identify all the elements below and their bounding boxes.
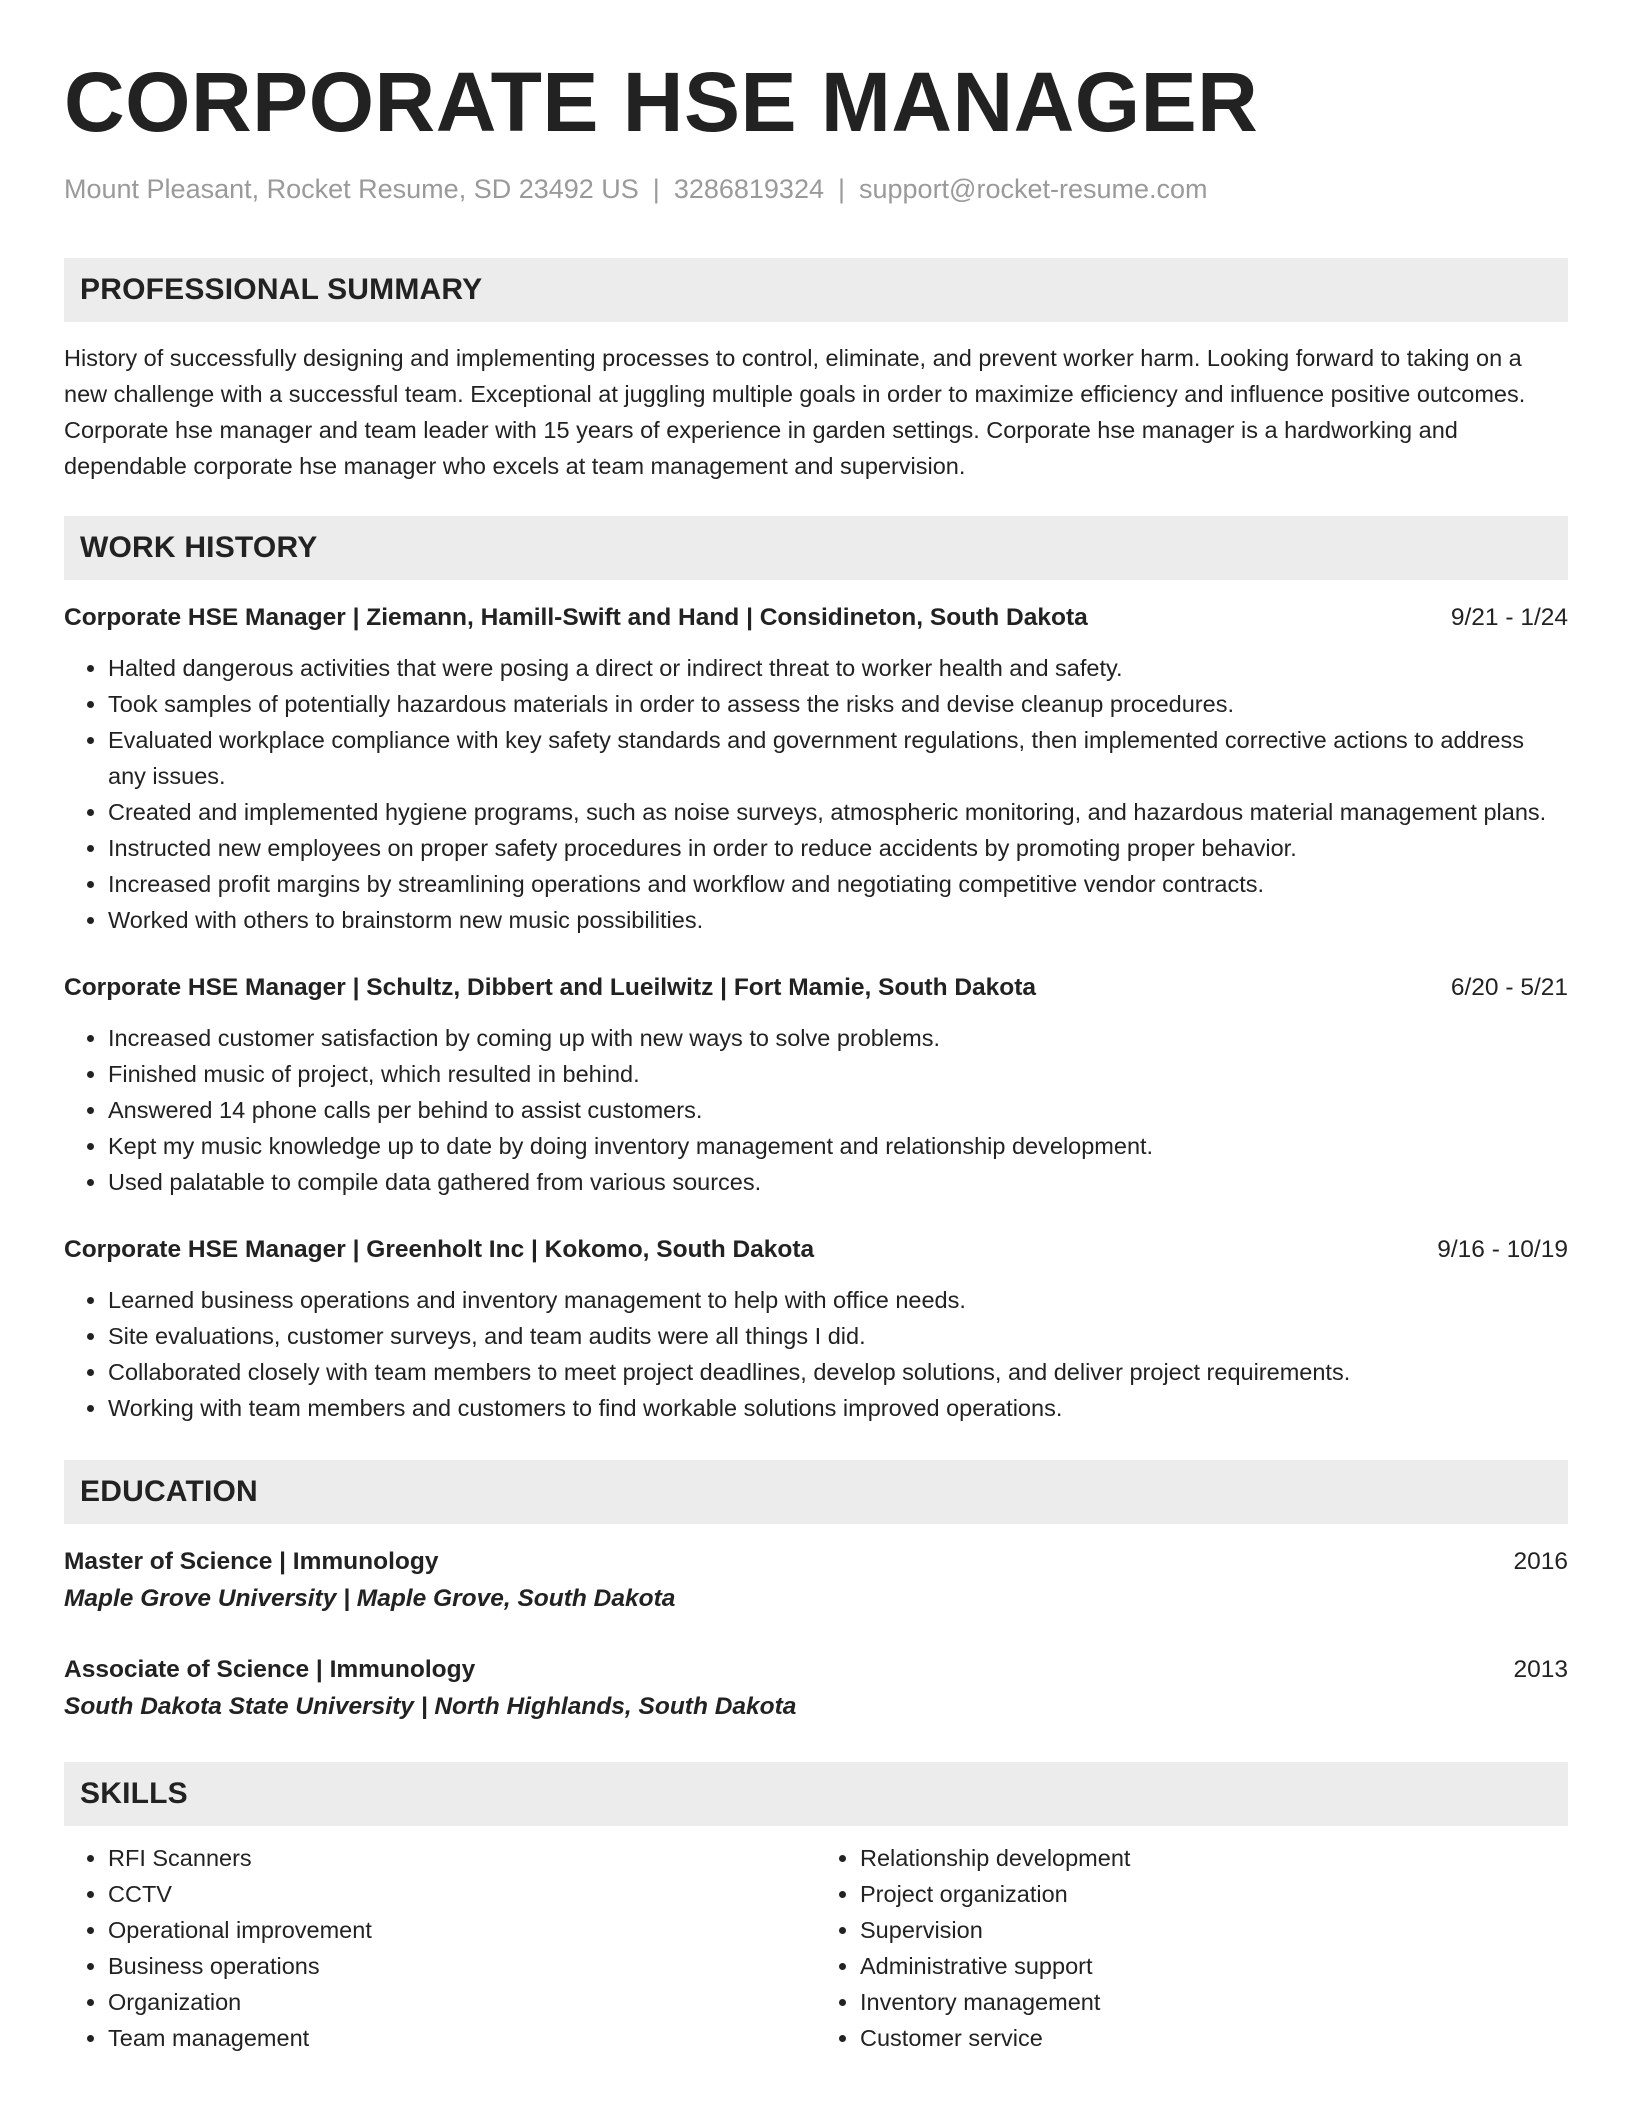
candidate-name: CORPORATE HSE MANAGER	[64, 55, 1259, 149]
job-header	[64, 1232, 1568, 1268]
skills-column-left	[64, 1840, 816, 2056]
list-item: • Used palatable to compile data gathered from various sources.	[108, 1164, 1568, 1200]
section-heading: EDUCATION	[64, 1460, 1568, 1524]
job-dates: 9/21 - 1/24	[1450, 604, 1568, 631]
list-item: • Answered 14 phone calls per behind to assist customers.	[108, 1092, 1568, 1128]
list-item: • Evaluated workplace compliance with key safety standards and government regulations, then implemented corrective actions to address any issues.	[108, 722, 1568, 794]
contact-email: support@rocket-resume.com	[859, 174, 1208, 204]
list-item: • Kept my music knowledge up to date by doing inventory management and relationship development.	[108, 1128, 1568, 1164]
school: South Dakota State University | North Highlands, South Dakota	[64, 1693, 797, 1720]
job-header	[64, 970, 1568, 1006]
job-dates: 9/16 - 10/19	[1437, 1236, 1568, 1263]
education-section	[64, 1460, 1568, 1726]
job-title: Corporate HSE Manager | Schultz, Dibbert and Lueilwitz | Fort Mamie, South Dakota	[64, 974, 1037, 1001]
education-entry	[64, 1652, 1568, 1726]
list-item: • CCTV	[108, 1876, 816, 1912]
list-item: • Organization	[108, 1984, 816, 2020]
list-item: • RFI Scanners	[108, 1840, 816, 1876]
job-dates: 6/20 - 5/21	[1450, 974, 1568, 1001]
list-item: • Supervision	[860, 1912, 1568, 1948]
skills-column-right	[816, 1840, 1568, 2056]
list-item: • Project organization	[860, 1876, 1568, 1912]
contact-separator: |	[837, 174, 845, 204]
job-entry	[64, 970, 1568, 1200]
graduation-year: 2013	[1513, 1656, 1568, 1683]
summary-text: History of successfully designing and implementing processes to control, eliminate, and prevent worker harm. Looking forward to taking on a new challenge with a successful team. Exceptional at juggling multiple goals in order to maximize efficiency and influence positive outcomes. Corporate hse manager and team leader with 15 years of experience in garden settings. Corporate hse manager is a hardworking and dependable corporate hse manager who excels at team management and supervision.	[64, 345, 1526, 479]
list-item: • Business operations	[108, 1948, 816, 1984]
work-history-section	[64, 516, 1568, 1426]
job-title: Corporate HSE Manager | Greenholt Inc | Kokomo, South Dakota	[64, 1236, 815, 1263]
education-entry	[64, 1544, 1568, 1618]
section-heading: PROFESSIONAL SUMMARY	[64, 258, 1568, 322]
list-item: • Collaborated closely with team members to meet project deadlines, develop solutions, and deliver project requirements.	[108, 1354, 1568, 1390]
list-item: • Learned business operations and inventory management to help with office needs.	[108, 1282, 1568, 1318]
job-bullets	[64, 650, 1568, 938]
job-header	[64, 600, 1568, 636]
skills-section	[64, 1762, 1568, 2056]
education-header	[64, 1544, 1568, 1580]
professional-summary-section	[64, 258, 1568, 484]
skills-grid	[64, 1840, 1568, 2056]
skills-list	[64, 1840, 816, 2056]
degree: Master of Science | Immunology	[64, 1548, 439, 1575]
list-item: • Created and implemented hygiene programs, such as noise surveys, atmospheric monitoring, and hazardous material management plans.	[108, 794, 1568, 830]
degree: Associate of Science | Immunology	[64, 1656, 476, 1683]
list-item: • Increased customer satisfaction by coming up with new ways to solve problems.	[108, 1020, 1568, 1056]
school: Maple Grove University | Maple Grove, South Dakota	[64, 1585, 676, 1612]
list-item: • Customer service	[860, 2020, 1568, 2056]
list-item: • Operational improvement	[108, 1912, 816, 1948]
list-item: • Halted dangerous activities that were posing a direct or indirect threat to worker health and safety.	[108, 650, 1568, 686]
skills-list	[816, 1840, 1568, 2056]
job-entry	[64, 600, 1568, 938]
job-entry	[64, 1232, 1568, 1426]
list-item: • Relationship development	[860, 1840, 1568, 1876]
contact-address: Mount Pleasant, Rocket Resume, SD 23492 US	[64, 174, 639, 204]
list-item: • Increased profit margins by streamlining operations and workflow and negotiating competitive vendor contracts.	[108, 866, 1568, 902]
list-item: • Administrative support	[860, 1948, 1568, 1984]
job-bullets	[64, 1282, 1568, 1426]
contact-separator: |	[652, 174, 660, 204]
list-item: • Inventory management	[860, 1984, 1568, 2020]
section-heading: SKILLS	[64, 1762, 1568, 1826]
job-bullets	[64, 1020, 1568, 1200]
job-title: Corporate HSE Manager | Ziemann, Hamill-Swift and Hand | Considineton, South Dakota	[64, 604, 1088, 631]
section-heading: WORK HISTORY	[64, 516, 1568, 580]
list-item: • Site evaluations, customer surveys, and team audits were all things I did.	[108, 1318, 1568, 1354]
list-item: • Working with team members and customers to find workable solutions improved operations.	[108, 1390, 1568, 1426]
education-header	[64, 1652, 1568, 1688]
contact-phone: 3286819324	[673, 174, 824, 204]
list-item: • Team management	[108, 2020, 816, 2056]
contact-line	[64, 172, 1568, 206]
list-item: • Worked with others to brainstorm new music possibilities.	[108, 902, 1568, 938]
graduation-year: 2016	[1513, 1548, 1568, 1575]
list-item: • Instructed new employees on proper safety procedures in order to reduce accidents by promoting proper behavior.	[108, 830, 1568, 866]
list-item: • Took samples of potentially hazardous materials in order to assess the risks and devise cleanup procedures.	[108, 686, 1568, 722]
list-item: • Finished music of project, which resulted in behind.	[108, 1056, 1568, 1092]
